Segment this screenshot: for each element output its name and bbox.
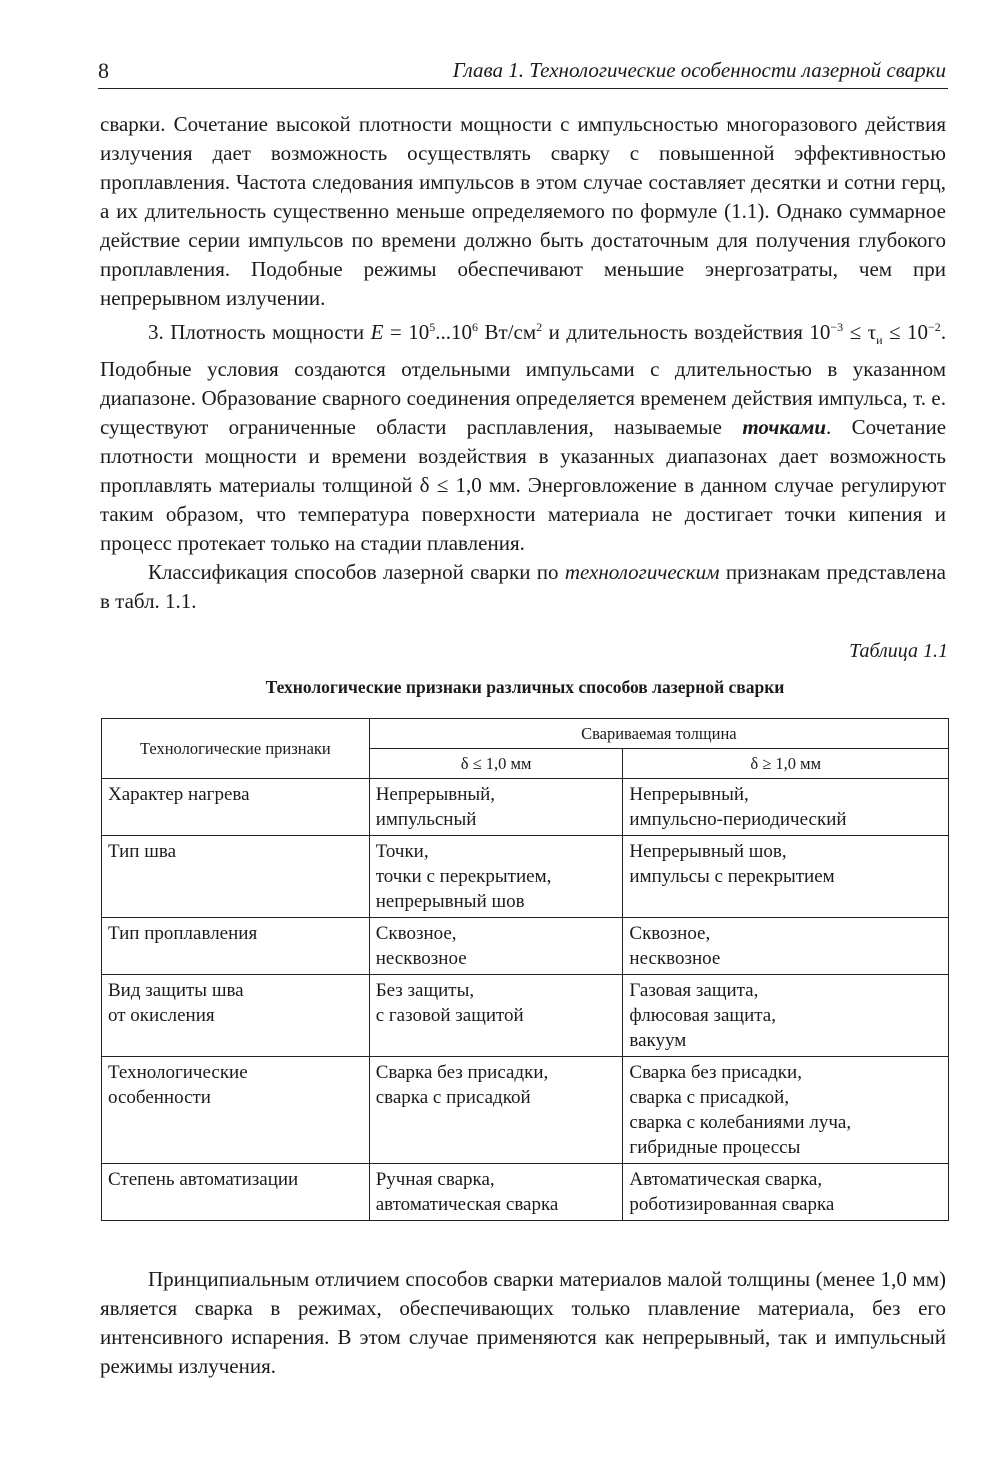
cell-thin	[369, 836, 623, 918]
cell-feature	[102, 1164, 370, 1221]
table-header-row	[102, 719, 949, 749]
cell-thick	[623, 975, 949, 1057]
cell-line: Газовая защита,	[629, 980, 759, 1001]
table-body	[102, 779, 949, 1221]
cell-line: Непрерывный,	[629, 784, 749, 805]
body-text-bottom	[100, 1265, 946, 1381]
table-row	[102, 918, 949, 975]
cell-feature	[102, 779, 370, 836]
features-table	[101, 718, 949, 1221]
cell-thin	[369, 1164, 623, 1221]
table-row	[102, 836, 949, 918]
cell-line: импульсный	[375, 809, 477, 830]
cell-line: Сварка без присадки,	[629, 1062, 802, 1083]
cell-line: флюсовая защита,	[629, 1005, 776, 1026]
paragraph-item-3: 3. Плотность мощности $E = 10^5...10^6$ $Вт/см^2$ и длительность воздействия $10^{-3} \le \tau_и \le 10^{-2}$. Подобные условия создаются отдельными импульсами с длительностью в указанном диапазоне. Образование сварного соединения определяется временем действия импульса, т. е. существуют ограниченные области расплавления, называемые точками. Сочетание плотности мощности и времени воздействия в указанных диапазонах дает возможность проплавлять материалы толщиной δ ≤ 1,0 мм. Энерговложение в данном случае регулируют таким образом, что температура поверхности материала не достигает точки кипения и процесс протекает только на стадии плавления.	[100, 320, 947, 556]
cell-thin	[369, 779, 623, 836]
cell-thin	[369, 918, 623, 975]
paragraph-continuation: сварки. Сочетание высокой плотности мощности с импульсностью многоразового действия излучения дает возможность осуществлять сварку с повышенной эффективностью проплавления. Частота следования импульсов в этом случае составляет десятки и сотни герц, а их длительность существенно меньше определяемого по формуле (1.1). Однако суммарное действие серии импульсов по времени должно быть достаточным для получения глубокого проплавления. Подобные режимы обеспечивают меньшие энергозатраты, чем при непрерывном излучении.	[100, 112, 946, 310]
header-thickness-group: Свариваемая толщина	[369, 719, 948, 749]
paragraph-principal-difference: Принципиальным отличием способов сварки материалов малой толщины (менее 1,0 мм) является сварка в режимах, обеспечивающих только плавление материала, без его интенсивного испарения. В этом случае применяются как непрерывный, так и импульсный режимы излучения.	[100, 1267, 946, 1378]
cell-line: Сварка без присадки,	[375, 1062, 549, 1083]
cell-thick	[623, 836, 949, 918]
cell-thick	[623, 779, 949, 836]
cell-feature	[102, 1057, 370, 1164]
cell-thin	[369, 975, 623, 1057]
cell-line: Характер нагрева	[108, 784, 250, 805]
cell-line: сварка с присадкой,	[629, 1087, 790, 1108]
cell-line: Непрерывный,	[375, 784, 496, 805]
cell-line: Ручная сварка,	[375, 1169, 495, 1190]
cell-line: гибридные процессы	[629, 1137, 801, 1158]
cell-thick	[623, 1164, 949, 1221]
cell-line: импульсы с перекрытием	[629, 866, 835, 887]
paragraph-classification: Классификация способов лазерной сварки по технологическим признакам представлена в табл. 1.1.	[100, 560, 946, 614]
chapter-running-title: Глава 1. Технологические особенности лазерной сварки	[452, 58, 946, 82]
cell-line: сварка с колебаниями луча,	[629, 1112, 852, 1133]
cell-line: особенности	[108, 1087, 211, 1108]
page-number: 8	[98, 58, 109, 83]
cell-line: Автоматическая сварка,	[629, 1169, 823, 1190]
cell-line: вакуум	[629, 1030, 687, 1051]
cell-line: Тип шва	[108, 841, 177, 862]
cell-line: точки с перекрытием,	[375, 866, 552, 887]
cell-thick	[623, 918, 949, 975]
cell-feature	[102, 836, 370, 918]
cell-line: Без защиты,	[375, 980, 475, 1001]
cell-line: от окисления	[108, 1005, 215, 1026]
cell-line: несквозное	[629, 948, 721, 969]
table-row	[102, 975, 949, 1057]
table-row	[102, 1164, 949, 1221]
cell-line: Точки,	[375, 841, 429, 862]
cell-line: Степень автоматизации	[108, 1169, 299, 1190]
cell-line: роботизированная сварка	[629, 1194, 835, 1215]
cell-line: Вид защиты шва	[108, 980, 244, 1001]
header-feature: Технологические признаки	[102, 719, 370, 779]
cell-line: импульсно-периодический	[629, 809, 847, 830]
cell-line: Технологические	[108, 1062, 248, 1083]
running-header	[98, 58, 948, 89]
cell-line: несквозное	[375, 948, 467, 969]
body-text-top	[100, 110, 946, 616]
cell-line: Непрерывный шов,	[629, 841, 787, 862]
cell-line: с газовой защитой	[375, 1005, 524, 1026]
table-number: Таблица 1.1	[849, 640, 948, 662]
cell-line: Сквозное,	[629, 923, 711, 944]
table-row	[102, 1057, 949, 1164]
cell-feature	[102, 975, 370, 1057]
cell-feature	[102, 918, 370, 975]
table-row	[102, 779, 949, 836]
cell-thin	[369, 1057, 623, 1164]
cell-line: автоматическая сварка	[375, 1194, 559, 1215]
cell-thick	[623, 1057, 949, 1164]
cell-line: непрерывный шов	[375, 891, 525, 912]
table-title: Технологические признаки различных способов лазерной сварки	[265, 677, 785, 697]
cell-line: Тип проплавления	[108, 923, 258, 944]
header-thick: δ ≥ 1,0 мм	[623, 749, 949, 779]
header-thin: δ ≤ 1,0 мм	[369, 749, 623, 779]
cell-line: Сквозное,	[375, 923, 457, 944]
cell-line: сварка с присадкой	[375, 1087, 531, 1108]
